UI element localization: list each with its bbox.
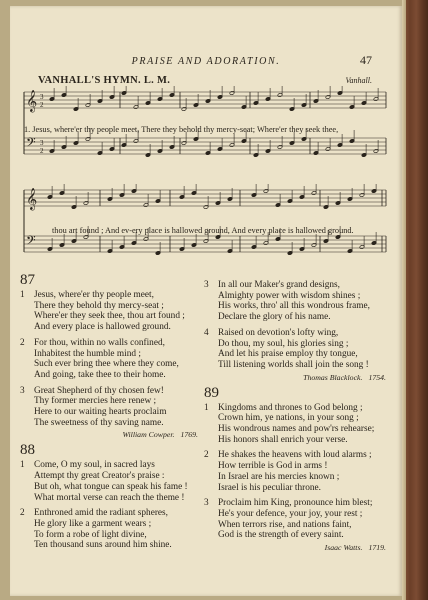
bass-clef-icon: 𝄢 (26, 233, 36, 251)
stanza (204, 498, 386, 541)
verse-line: His wondrous names and pow'rs rehearse; (218, 424, 375, 435)
stanza (204, 280, 386, 323)
verse-line: Inhabitest the humble mind ; (34, 348, 141, 359)
time-signature-icon: 3 (40, 139, 44, 147)
verse-line: In all our Maker's grand designs, (218, 280, 340, 290)
time-signature-icon: 2 (40, 147, 44, 155)
tune-lyric-line-1: 1. Jesus, where'er thy people meet, There they behold thy mercy-seat; Where'er they seek thee, (24, 125, 339, 134)
verse-line: Such ever bring thee where they come, (34, 359, 179, 370)
verse-line: To form a robe of light divine, (34, 529, 147, 540)
stanza-number: 3 (204, 498, 209, 509)
stanza-number: 1 (204, 402, 209, 413)
time-signature-icon: 3 (40, 93, 44, 101)
verse-line: His works, thro' all this wondrous frame, (218, 301, 370, 312)
stanza-number: 3 (20, 385, 25, 396)
stanza (204, 450, 386, 493)
hymn-number: 88 (20, 442, 35, 459)
verse-line: Jesus, where'er thy people meet, (34, 290, 154, 300)
tune-composer: Vanhall. (345, 76, 372, 85)
verse-line: How terrible is God in arms ! (218, 461, 328, 472)
hymn-87 (20, 273, 198, 439)
verse-line: When terrors rise, and nations faint, (218, 519, 352, 530)
treble-clef-icon: 𝄞 (26, 90, 38, 112)
hymn-attribution (204, 373, 386, 382)
verse-line: His honors shall enrich your verse. (218, 434, 348, 445)
verse-line: He shakes the heavens with loud alarms ; (218, 450, 372, 461)
verse-line: Do thou, my soul, his glories sing ; (218, 338, 349, 349)
stanza-number: 2 (204, 450, 209, 461)
hymn-attribution (204, 543, 386, 552)
verse-line: Proclaim him King, pronounce him blest; (218, 498, 373, 509)
verse-line: Crown him, ye nations, in your song ; (218, 413, 359, 424)
stanza-number: 1 (20, 290, 25, 300)
hymn-year: 1754. (368, 372, 386, 382)
verse-line: But oh, what tongue can speak his fame ! (34, 481, 188, 492)
hymn-year: 1769. (180, 430, 198, 440)
hymn-author: Isaac Watts. (324, 543, 363, 553)
verse-line: Ten thousand suns around him shine. (34, 540, 172, 551)
verse-line: He glory like a garment wears ; (34, 518, 152, 529)
time-signature-icon: 2 (40, 101, 44, 109)
hymn-number: 87 (20, 272, 35, 288)
hymn-author: Thomas Blacklock. (303, 372, 363, 382)
stanza-number: 3 (204, 280, 209, 290)
verse-line: And every place is hallowed ground. (34, 322, 171, 333)
verse-line: And going, take thee to their home. (34, 369, 166, 380)
hymn-number: 89 (204, 384, 219, 401)
verse-line: Israel is his peculiar throne. (218, 482, 322, 493)
verse-line: Great Shepherd of thy chosen few! (34, 385, 164, 396)
verse-line: Declare the glory of his name. (218, 312, 331, 323)
verse-line: Where'er they seek thee, thou art found ; (34, 311, 185, 322)
stanza (20, 290, 198, 333)
text-column-left (20, 273, 198, 556)
running-head: PRAISE AND ADORATION. (131, 56, 281, 67)
verse-line: In Israel are his mercies known ; (218, 471, 340, 482)
verse-line: And let his praise employ thy tongue, (218, 349, 358, 360)
hymn-89 (204, 386, 386, 552)
hymn-year: 1719. (368, 543, 386, 553)
verse-line: Here to our waiting hearts proclaim (34, 407, 167, 418)
stanza-number: 1 (20, 460, 25, 471)
text-column-right (204, 280, 386, 556)
stanza (20, 508, 198, 551)
tune-title: VANHALL'S HYMN. L. M. (38, 75, 171, 86)
verse-line: Enthroned amid the radiant spheres, (34, 508, 168, 519)
hymn-88 (20, 443, 198, 551)
treble-clef-icon: 𝄞 (26, 188, 38, 210)
book-page (10, 6, 402, 596)
verse-line: Raised on devotion's lofty wing, (218, 327, 339, 338)
stanza-number: 2 (20, 337, 25, 348)
verse-line: Almighty power with wisdom shines ; (218, 290, 361, 301)
verse-line: Thy former mercies here renew ; (34, 396, 157, 407)
stanza-number: 4 (204, 327, 209, 338)
stanza (20, 460, 198, 503)
verse-line: He's your defence, your joy, your rest ; (218, 508, 363, 519)
stanza (204, 403, 386, 446)
verse-line: Till listening worlds shall join the song ! (218, 359, 369, 370)
hymn-author: William Cowper. (122, 430, 175, 440)
tune-lyric-line-2: thou art found ; And ev-ery place is hallowed ground, And every place is hallowed ground. (52, 226, 354, 235)
page-number: 47 (360, 53, 372, 67)
stanza-number: 2 (20, 508, 25, 519)
verse-line: Come, O my soul, in sacred lays (34, 460, 155, 471)
bass-clef-icon: 𝄢 (26, 135, 36, 153)
verse-line: What mortal verse can reach the theme ! (34, 492, 185, 503)
verse-line: There they behold thy mercy-seat ; (34, 300, 164, 311)
stanza (20, 386, 198, 429)
book-binding (402, 0, 428, 600)
stanza (20, 338, 198, 381)
verse-line: Attempt thy great Creator's praise : (34, 471, 165, 482)
verse-line: Kingdoms and thrones to God belong ; (218, 402, 363, 413)
verse-line: God is the strength of every saint. (218, 530, 344, 541)
verse-line: The sweetness of thy saving name. (34, 417, 164, 428)
hymn-attribution (20, 430, 198, 439)
verse-line: For thou, within no walls confined, (34, 337, 165, 348)
stanza (204, 328, 386, 371)
